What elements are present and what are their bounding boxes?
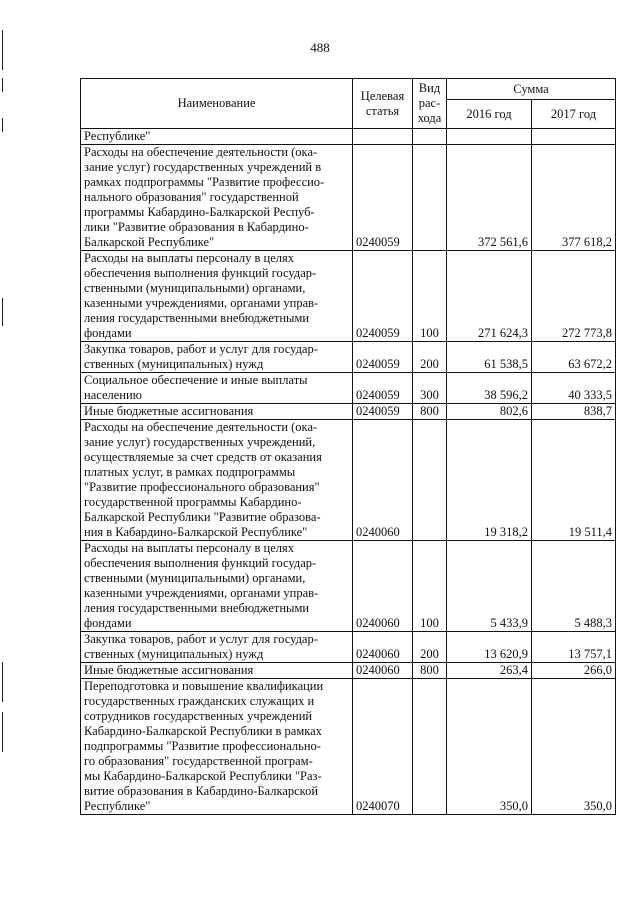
row-sum-2017: 63 672,2 [532, 342, 616, 373]
row-sum-2016: 802,6 [447, 404, 532, 420]
page-number: 488 [310, 40, 330, 55]
row-sum-2016: 13 620,9 [447, 632, 532, 663]
row-expense-type: 300 [413, 373, 447, 404]
row-target-article: 0240060 [353, 541, 413, 632]
table-row [81, 251, 616, 342]
table-row [81, 679, 616, 815]
row-target-article: 0240059 [353, 373, 413, 404]
table-row [81, 373, 616, 404]
table-row [81, 129, 616, 145]
header-year-2016: 2016 год [447, 100, 532, 129]
table-row [81, 632, 616, 663]
row-expense-type: 800 [413, 404, 447, 420]
row-name: Закупка товаров, работ и услуг для государ- ственных (муниципальных) нужд [81, 632, 353, 663]
row-target-article: 0240060 [353, 420, 413, 541]
row-target-article: 0240059 [353, 145, 413, 251]
row-expense-type: 100 [413, 541, 447, 632]
row-sum-2017: 5 488,3 [532, 541, 616, 632]
row-name: Закупка товаров, работ и услуг для государ- ственных (муниципальных) нужд [81, 342, 353, 373]
header-year-2017: 2017 год [532, 100, 616, 129]
row-sum-2017: 266,0 [532, 663, 616, 679]
row-sum-2016 [447, 129, 532, 145]
row-name: Переподготовка и повышение квалификации государственных гражданских служащих и сотрудников государственных учреждений Кабардино-Балкарской Республики в рамках подпрограммы "Развитие профессионально- го образования" государственной програм- мы Кабардино-Балкарской Республики "Раз- витие образования в Кабардино-Балкарской Республике" [81, 679, 353, 815]
row-name: Расходы на выплаты персоналу в целях обеспечения выполнения функций государ- ственными (муниципальными) органами, казенными учреждениями, органами управ- ления государственными внебюджетными фондами [81, 251, 353, 342]
header-target-article: Целевая статья [353, 79, 413, 129]
row-sum-2016: 372 561,6 [447, 145, 532, 251]
row-expense-type: 200 [413, 342, 447, 373]
row-target-article: 0240059 [353, 404, 413, 420]
row-target-article: 0240059 [353, 342, 413, 373]
row-sum-2016: 38 596,2 [447, 373, 532, 404]
row-expense-type [413, 679, 447, 815]
row-name: Расходы на обеспечение деятельности (ока- зание услуг) государственных учреждений, осуществляемые за счет средств от оказания платных услуг, в рамках подпрограммы "Развитие профессионального образования" государственной программы Кабардино- Балкарской Республики "Развитие образова- ния в Кабардино-Балкарской Республике" [81, 420, 353, 541]
row-name: Иные бюджетные ассигнования [81, 663, 353, 679]
row-expense-type [413, 129, 447, 145]
budget-table [80, 78, 616, 815]
row-sum-2017: 13 757,1 [532, 632, 616, 663]
table-row [81, 145, 616, 251]
row-sum-2016: 263,4 [447, 663, 532, 679]
row-target-article: 0240060 [353, 632, 413, 663]
header-name: Наименование [81, 79, 353, 129]
table-body [81, 129, 616, 815]
row-sum-2017: 838,7 [532, 404, 616, 420]
row-target-article [353, 129, 413, 145]
row-sum-2016: 350,0 [447, 679, 532, 815]
table-row [81, 342, 616, 373]
row-sum-2016: 19 318,2 [447, 420, 532, 541]
row-expense-type [413, 145, 447, 251]
row-sum-2017: 272 773,8 [532, 251, 616, 342]
table-row [81, 404, 616, 420]
table-row [81, 541, 616, 632]
row-name: Расходы на обеспечение деятельности (ока- зание услуг) государственных учреждений в рамках подпрограммы "Развитие профессио- нального образования" государственной программы Кабардино-Балкарской Респуб- лики "Развитие образования в Кабардино- Балкарской Республике" [81, 145, 353, 251]
row-sum-2017: 40 333,5 [532, 373, 616, 404]
row-sum-2017: 377 618,2 [532, 145, 616, 251]
row-sum-2016: 5 433,9 [447, 541, 532, 632]
header-expense-type: Вид рас- хода [413, 79, 447, 129]
row-expense-type: 100 [413, 251, 447, 342]
row-sum-2016: 271 624,3 [447, 251, 532, 342]
row-name: Социальное обеспечение и иные выплаты населению [81, 373, 353, 404]
row-expense-type [413, 420, 447, 541]
row-target-article: 0240060 [353, 663, 413, 679]
row-expense-type: 800 [413, 663, 447, 679]
row-target-article: 0240070 [353, 679, 413, 815]
row-name: Расходы на выплаты персоналу в целях обеспечения выполнения функций государ- ственными (муниципальными) органами, казенными учреждениями, органами управ- ления государственными внебюджетными фондами [81, 541, 353, 632]
header-sum: Сумма [447, 79, 616, 100]
row-sum-2017: 350,0 [532, 679, 616, 815]
row-name: Иные бюджетные ассигнования [81, 404, 353, 420]
row-target-article: 0240059 [353, 251, 413, 342]
row-sum-2017 [532, 129, 616, 145]
row-sum-2017: 19 511,4 [532, 420, 616, 541]
row-name: Республике" [81, 129, 353, 145]
table-row [81, 420, 616, 541]
table-row [81, 663, 616, 679]
row-expense-type: 200 [413, 632, 447, 663]
row-sum-2016: 61 538,5 [447, 342, 532, 373]
table-header [81, 79, 616, 129]
